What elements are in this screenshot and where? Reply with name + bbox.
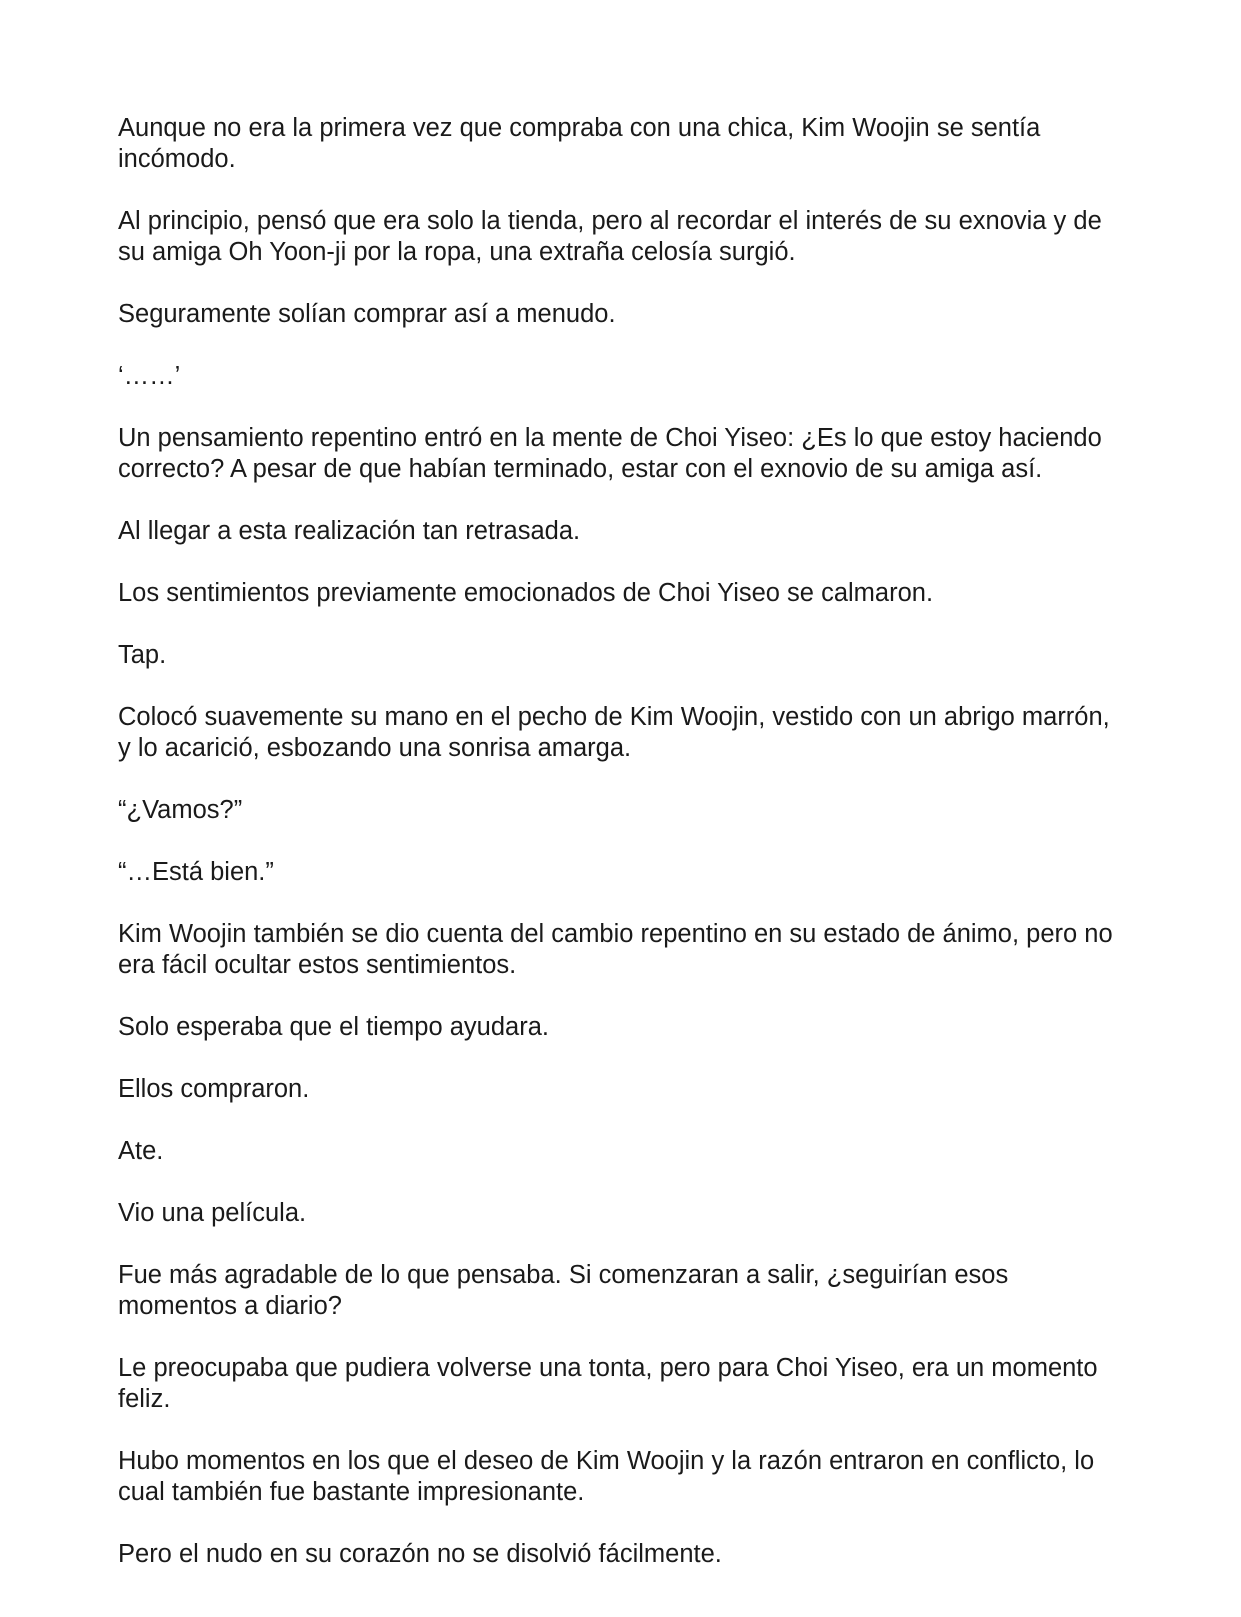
paragraph: Seguramente solían comprar así a menudo. — [118, 300, 616, 328]
paragraph: Kim Woojin también se dio cuenta del cambio repentino en su estado de ánimo, pero no era fácil ocultar estos sentimientos. — [118, 920, 1113, 979]
paragraph: ‘……’ — [118, 362, 181, 390]
paragraph: Hubo momentos en los que el deseo de Kim Woojin y la razón entraron en conflicto, lo cual también fue bastante impresionante. — [118, 1447, 1095, 1506]
paragraph: Los sentimientos previamente emocionados de Choi Yiseo se calmaron. — [118, 579, 934, 607]
paragraph: Le preocupaba que pudiera volverse una tonta, pero para Choi Yiseo, era un momento feliz. — [118, 1354, 1098, 1413]
paragraph: Vio una película. — [118, 1199, 307, 1227]
paragraph: Aunque no era la primera vez que compraba con una chica, Kim Woojin se sentía incómodo. — [118, 114, 1041, 173]
paragraph: Colocó suavemente su mano en el pecho de Kim Woojin, vestido con un abrigo marrón, y lo acarició, esbozando una sonrisa amarga. — [118, 703, 1110, 762]
paragraph: Solo esperaba que el tiempo ayudara. — [118, 1013, 549, 1041]
paragraph: Tap. — [118, 641, 167, 669]
paragraph: “…Está bien.” — [118, 858, 274, 886]
paragraph: Ate. — [118, 1137, 164, 1165]
paragraph: Ellos compraron. — [118, 1075, 310, 1103]
paragraph: Al principio, pensó que era solo la tienda, pero al recordar el interés de su exnovia y de su amiga Oh Yoon-ji por la ropa, una extraña celosía surgió. — [118, 207, 1102, 266]
paragraph: Fue más agradable de lo que pensaba. Si comenzaran a salir, ¿seguirían esos momentos a diario? — [118, 1261, 1009, 1320]
paragraph: Un pensamiento repentino entró en la mente de Choi Yiseo: ¿Es lo que estoy haciendo correcto? A pesar de que habían terminado, estar con el exnovio de su amiga así. — [118, 424, 1102, 483]
paragraph: “¿Vamos?” — [118, 796, 243, 824]
document-body — [118, 113, 1128, 1601]
paragraph: Al llegar a esta realización tan retrasada. — [118, 517, 581, 545]
paragraph: Pero el nudo en su corazón no se disolvió fácilmente. — [118, 1540, 722, 1568]
